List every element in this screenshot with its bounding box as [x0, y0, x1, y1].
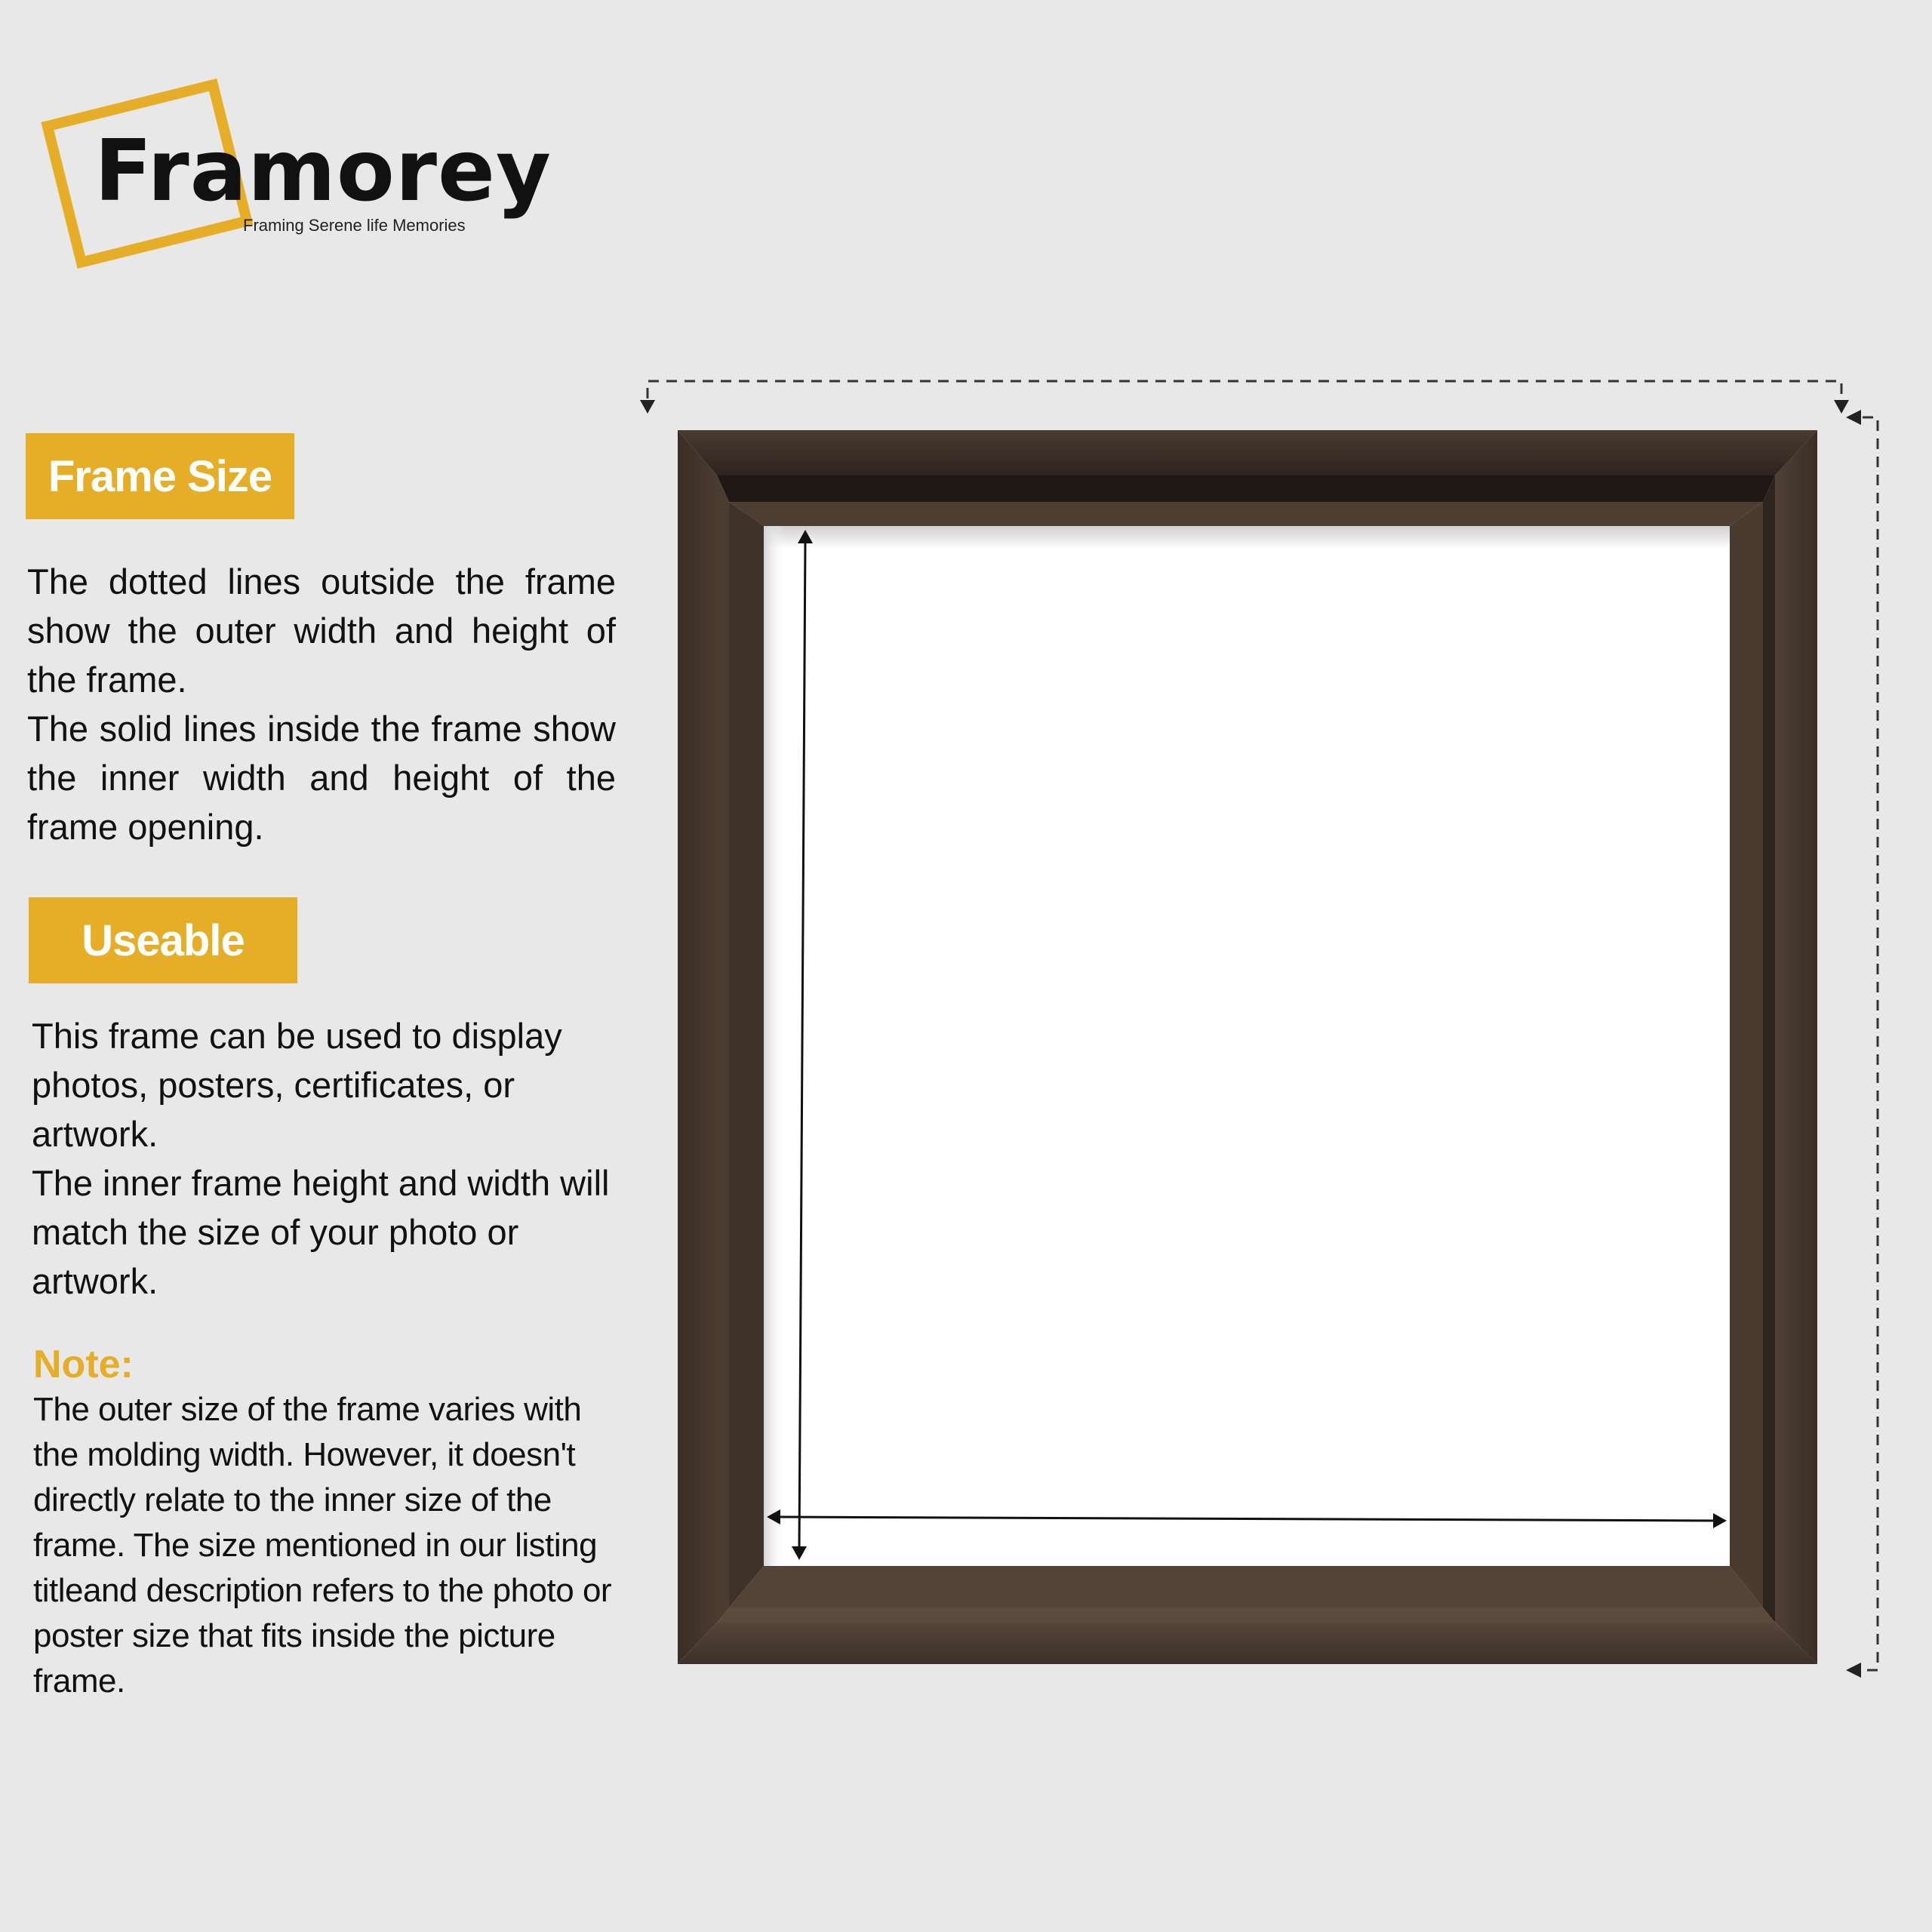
- frame-size-paragraph-outer: The dotted lines outside the frame show the outer width and height of the frame.: [27, 561, 616, 700]
- frame-bottom-moulding: [678, 1623, 1817, 1664]
- frame-right-moulding: [1775, 430, 1817, 1664]
- logo-tagline: Framing Serene life Memories: [243, 216, 466, 235]
- useable-paragraph-uses: This frame can be used to display photos, posters, certificates, or artwork.: [32, 1016, 562, 1154]
- frame-size-heading: Frame Size: [26, 433, 294, 519]
- outer-height-indicator: [1846, 410, 1878, 1678]
- frame-inner-top: [729, 502, 1763, 526]
- outer-width-indicator: [640, 381, 1849, 414]
- frame-inner-left: [729, 502, 764, 1607]
- inner-height-indicator: [792, 530, 813, 1560]
- note-heading: Note:: [33, 1343, 134, 1386]
- useable-description: [32, 1011, 620, 1306]
- opening-top-shadow: [764, 526, 1730, 549]
- logo-wordmark: Framorey: [94, 122, 552, 220]
- frame-opening: [764, 526, 1730, 1566]
- frame-left-rebate: [717, 475, 729, 1623]
- frame-bottom-rebate: [717, 1607, 1775, 1623]
- frame-right-rebate: [1763, 475, 1775, 1623]
- frame-size-paragraph-inner: The solid lines inside the frame show the inner width and height of the frame opening.: [27, 709, 616, 847]
- frame-left-moulding: [678, 430, 717, 1664]
- frame-inner-bottom: [729, 1566, 1763, 1607]
- opening-left-shadow: [764, 526, 785, 1566]
- frame-top-moulding: [678, 430, 1817, 475]
- useable-heading: Useable: [29, 897, 297, 983]
- note-body: The outer size of the frame varies with the molding width. However, it doesn't directly relate to the inner size of the frame. The size mentioned in our listing titleand description refers to the photo or poster size that fits inside the picture frame.: [33, 1391, 612, 1700]
- frame-inner-right: [1730, 502, 1763, 1607]
- frame-size-description: [27, 557, 616, 851]
- brand-logo: [30, 60, 558, 287]
- useable-paragraph-match: The inner frame height and width will match the size of your photo or artwork.: [32, 1163, 610, 1301]
- frame-top-rebate: [717, 475, 1775, 502]
- inner-width-indicator: [767, 1509, 1727, 1528]
- picture-frame: [678, 430, 1817, 1664]
